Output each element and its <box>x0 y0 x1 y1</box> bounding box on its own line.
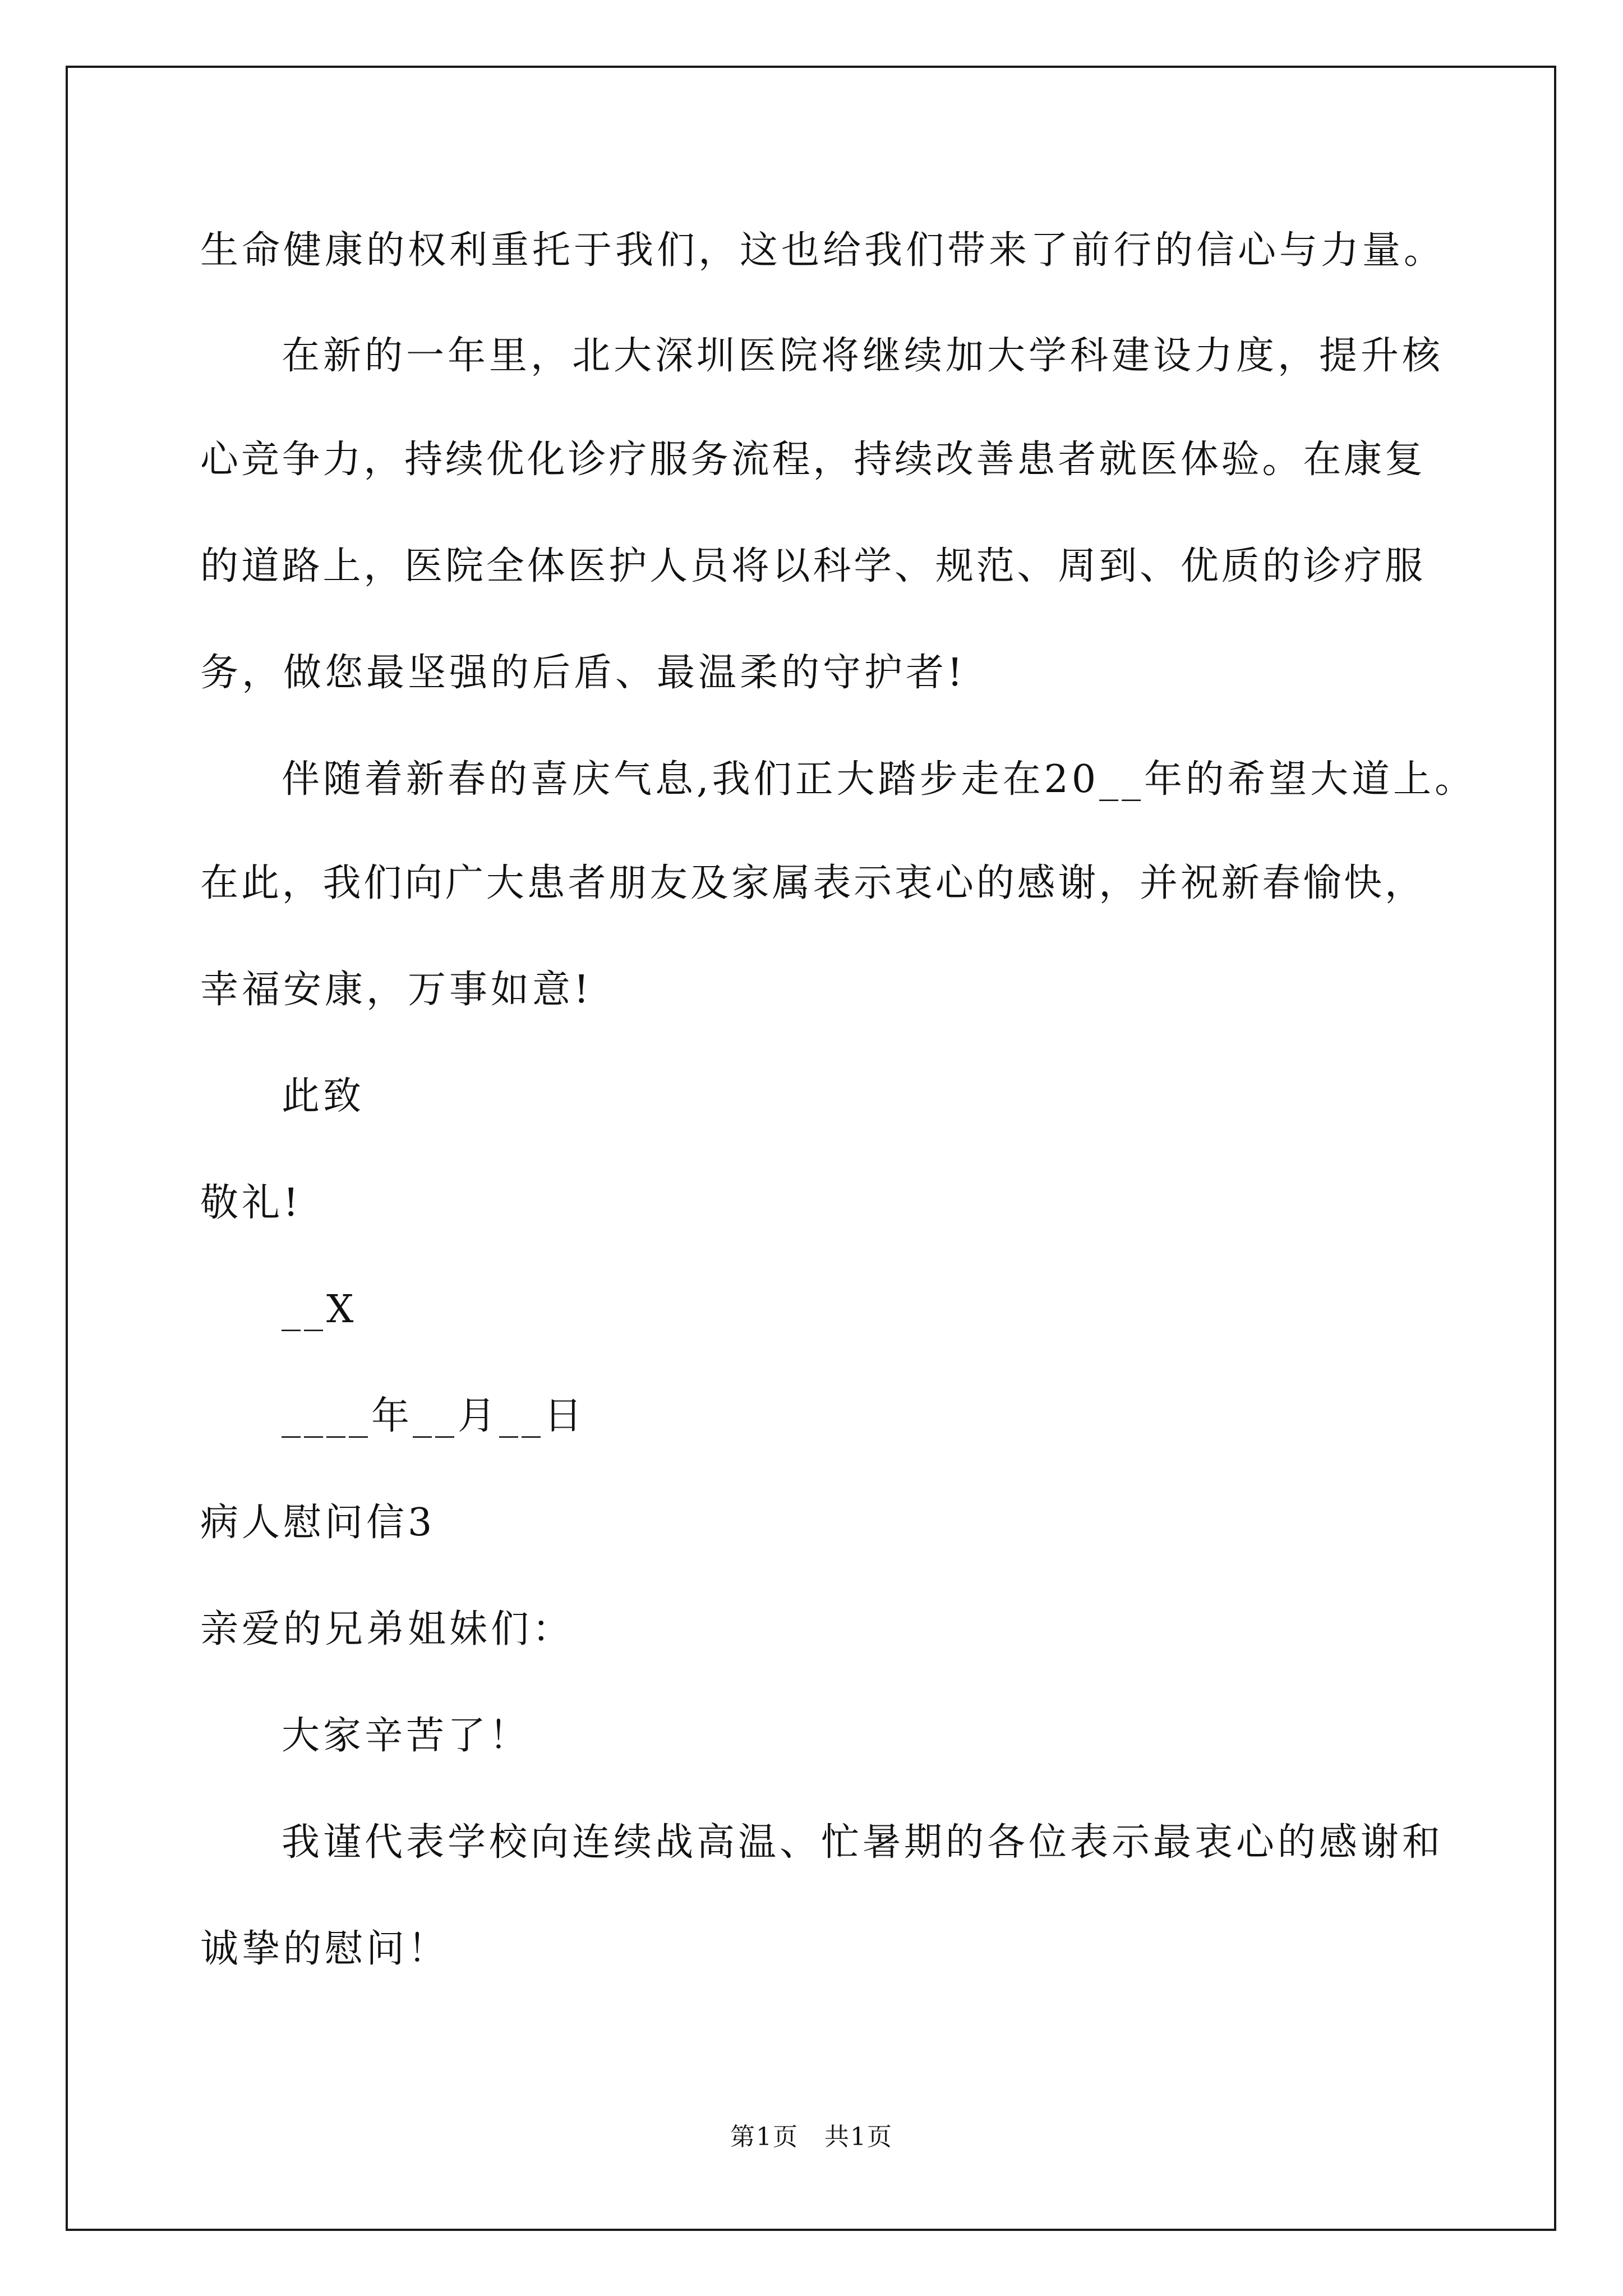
paragraph-line: 心竞争力，持续优化诊疗服务流程，持续改善患者就医体验。在康复 <box>200 438 1423 482</box>
paragraph-line: 我谨代表学校向连续战高温、忙暑期的各位表示最衷心的感谢和 <box>282 1820 1444 1865</box>
paragraph-line: 务，做您最坚强的后盾、最温柔的守护者! <box>200 651 966 695</box>
signature-line: __X <box>282 1287 357 1332</box>
paragraph-line: 诚挚的慰问！ <box>200 1927 450 1971</box>
greeting: 亲爱的兄弟姐妹们： <box>200 1607 574 1651</box>
page-number-footer: 第1页 共1页 <box>730 2123 893 2151</box>
closing-regards: 敬礼! <box>200 1181 302 1225</box>
section-title: 病人慰问信3 <box>200 1501 436 1545</box>
paragraph-line: 伴随着新春的喜庆气息,我们正大踏步走在20__年的希望大道上。 <box>282 757 1477 802</box>
closing-salutation: 此致 <box>282 1074 365 1119</box>
paragraph-line: 的道路上，医院全体医护人员将以科学、规范、周到、优质的诊疗服 <box>200 544 1423 588</box>
paragraph-line: 幸福安康，万事如意! <box>200 968 593 1012</box>
paragraph-line: 大家辛苦了！ <box>282 1714 531 1758</box>
paragraph-line: 在此，我们向广大患者朋友及家属表示衷心的感谢，并祝新春愉快， <box>200 861 1423 905</box>
page-border <box>66 66 1556 2231</box>
date-line: ____年__月__日 <box>282 1394 586 1438</box>
paragraph-line: 生命健康的权利重托于我们，这也给我们带来了前行的信心与力量。 <box>200 228 1446 273</box>
paragraph-line: 在新的一年里，北大深圳医院将继续加大学科建设力度，提升核 <box>282 334 1444 378</box>
